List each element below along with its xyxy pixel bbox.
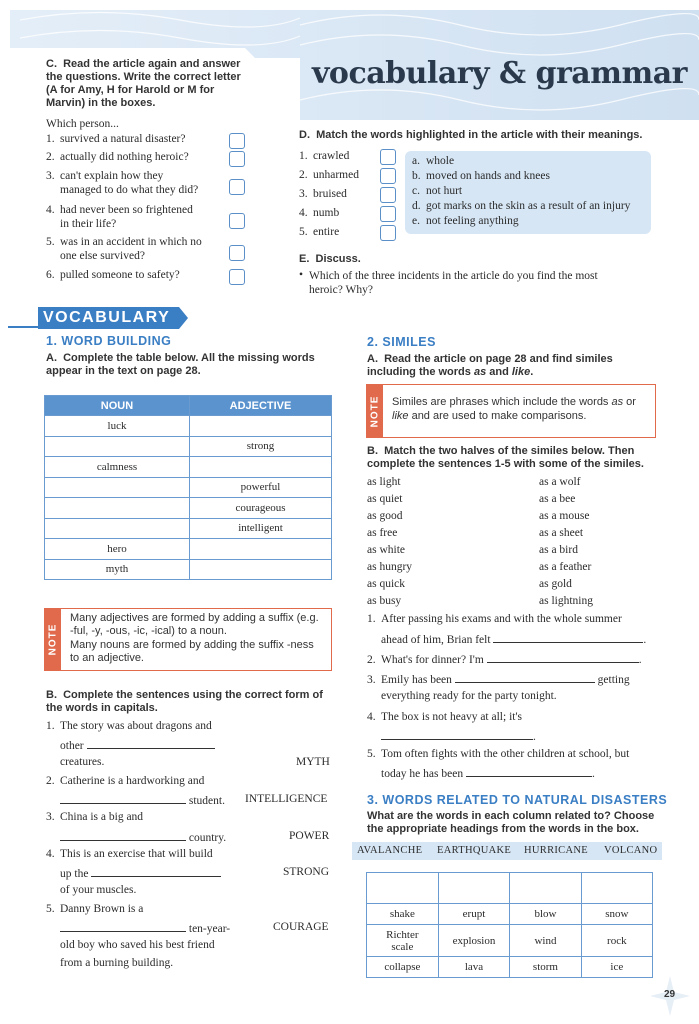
- part-c-instruction: C. Read the article again and answer the questions. Write the correct letter (A for Amy, H for Harold or M for Marvin) in the boxes.: [46, 58, 241, 109]
- item-number: 3.: [299, 188, 308, 200]
- adjective-cell[interactable]: [190, 416, 332, 437]
- capital-word-5: COURAGE: [273, 921, 329, 933]
- part-d-word: [299, 206, 339, 220]
- part-e-line2: heroic? Why?: [309, 284, 373, 296]
- item-number: 6.: [46, 269, 55, 281]
- simile-right: as a mouse: [539, 510, 590, 522]
- adjective-cell[interactable]: [190, 539, 332, 560]
- sentence-4: 4. This is an exercise that will build: [46, 848, 213, 860]
- item-number: 2.: [299, 169, 308, 181]
- part-d-instruction: D. Match the words highlighted in the article with their meanings.: [299, 129, 643, 141]
- word-building-b: B. Complete the sentences using the correct form of the words in capitals.: [46, 689, 323, 714]
- adjective-cell: powerful: [190, 477, 332, 498]
- similes-a: A. Read the article on page 28 and find similes including the words as and like.: [367, 353, 613, 378]
- item-number: 1.: [299, 150, 308, 162]
- table-row: [45, 539, 332, 560]
- word-cell: blow: [510, 904, 581, 925]
- item-text: can't explain how they: [60, 170, 164, 182]
- item-text: had never been so frightened: [60, 204, 193, 216]
- part-e-bullet: •: [299, 269, 304, 281]
- banner-title: vocabulary & grammar: [312, 56, 687, 91]
- vocabulary-rule: [8, 326, 42, 328]
- answer-box[interactable]: [229, 179, 245, 195]
- part-d-meaning: [412, 169, 550, 183]
- meaning-text: not feeling anything: [426, 215, 519, 227]
- vocabulary-label: VOCABULARY: [43, 309, 171, 326]
- answer-box[interactable]: [229, 133, 245, 149]
- table-row: [367, 925, 653, 957]
- word-text: bruised: [313, 188, 347, 200]
- heading-cell[interactable]: [510, 873, 581, 904]
- table-row: [45, 498, 332, 519]
- note-tag: NOTE: [367, 385, 383, 437]
- sentence-5d: from a burning building.: [60, 957, 174, 969]
- answer-box[interactable]: [229, 245, 245, 261]
- adjective-cell: strong: [190, 436, 332, 457]
- part-d-meaning: [412, 154, 454, 168]
- simile-right: as gold: [539, 578, 572, 590]
- word-cell: snow: [581, 904, 652, 925]
- table-row: [45, 416, 332, 437]
- sentence-4b: up the: [60, 865, 221, 881]
- sentence-1: 1. The story was about dragons and: [46, 720, 212, 732]
- noun-cell[interactable]: [45, 518, 190, 539]
- adjective-cell: intelligent: [190, 518, 332, 539]
- item-number: 4.: [46, 204, 55, 216]
- note-adjectives-text2: Many nouns are formed by adding the suffix -ness to an adjective.: [70, 639, 314, 664]
- simile-left: as quick: [367, 578, 406, 590]
- sentence-3b: country.: [60, 829, 226, 845]
- item-number: 4.: [299, 207, 308, 219]
- word-cell: erupt: [438, 904, 510, 925]
- table-header-adjective: ADJECTIVE: [190, 396, 332, 416]
- item-text: actually did nothing heroic?: [60, 151, 189, 163]
- answer-box[interactable]: [380, 168, 396, 184]
- simile-right: as a sheet: [539, 527, 584, 539]
- heading-cell[interactable]: [581, 873, 652, 904]
- item-text-cont: one else survived?: [60, 250, 145, 262]
- item-text: pulled someone to safety?: [60, 269, 180, 281]
- simile-left: as quiet: [367, 493, 403, 505]
- noun-cell[interactable]: [45, 498, 190, 519]
- part-c-item: [46, 203, 193, 217]
- sentence-5: 5. Danny Brown is a: [46, 903, 144, 915]
- note-similes-text: Similes are phrases which include the words as or like and are used to make comparisons.: [392, 396, 636, 422]
- item-number: 5.: [46, 236, 55, 248]
- meaning-letter: a.: [412, 155, 420, 167]
- heading-option: AVALANCHE: [357, 845, 423, 856]
- word-cell: collapse: [367, 957, 439, 978]
- sentence-1b: other: [60, 737, 215, 753]
- sentence-5b: ten-year-: [60, 920, 230, 936]
- simile-q5b: today he has been .: [381, 765, 595, 781]
- simile-left: as white: [367, 544, 406, 556]
- similes-b: B. Match the two halves of the similes below. Then complete the sentences 1-5 with some of the similes.: [367, 445, 644, 470]
- sentence-4c: of your muscles.: [60, 884, 137, 896]
- answer-box[interactable]: [380, 206, 396, 222]
- word-cell: storm: [510, 957, 581, 978]
- heading-option: VOLCANO: [604, 845, 658, 856]
- sentence-2: 2. Catherine is a hardworking and: [46, 775, 205, 787]
- disasters-table: [366, 872, 653, 978]
- part-c-item: [46, 235, 202, 249]
- simile-right: as a feather: [539, 561, 592, 573]
- item-number: 2.: [46, 151, 55, 163]
- simile-q5: 5. Tom often fights with the other children at school, but: [367, 748, 630, 760]
- note-adjectives-text1: Many adjectives are formed by adding a suffix (e.g. -ful, -y, -ous, -ic, -ical) to a noun.: [70, 612, 319, 637]
- part-c-item: [46, 150, 189, 164]
- word-cell: explosion: [438, 925, 510, 957]
- similes-heading: 2. SIMILES: [367, 335, 436, 349]
- item-number: 5.: [299, 226, 308, 238]
- word-cell: ice: [581, 957, 652, 978]
- page-number: 29: [664, 989, 676, 1000]
- word-text: unharmed: [313, 169, 359, 181]
- word-text: entire: [313, 226, 340, 238]
- meaning-text: whole: [426, 155, 455, 167]
- part-d-word: [299, 187, 347, 201]
- meaning-letter: b.: [412, 170, 421, 182]
- noun-cell: hero: [45, 539, 190, 560]
- noun-cell[interactable]: [45, 436, 190, 457]
- sentence-3: 3. China is a big and: [46, 811, 144, 823]
- heading-option: EARTHQUAKE: [437, 845, 512, 856]
- table-row: [367, 873, 653, 904]
- meaning-letter: c.: [412, 185, 420, 197]
- part-d-word: [299, 225, 339, 239]
- simile-left: as good: [367, 510, 403, 522]
- disasters-instruction: What are the words in each column related to? Choose the appropriate headings from the words in the box.: [367, 810, 655, 835]
- simile-q3: 3. Emily has been getting: [367, 671, 630, 687]
- answer-box[interactable]: [380, 187, 396, 203]
- table-row: [45, 436, 332, 457]
- meaning-letter: d.: [412, 200, 421, 212]
- note-tag: NOTE: [45, 609, 61, 670]
- item-text-cont: in their life?: [60, 218, 117, 230]
- simile-right: as a bee: [539, 493, 576, 505]
- simile-q1b: ahead of him, Brian felt .: [381, 631, 646, 647]
- word-text: crawled: [313, 150, 350, 162]
- adjective-cell[interactable]: [190, 559, 332, 580]
- noun-cell: luck: [45, 416, 190, 437]
- meaning-text: got marks on the skin as a result of an injury: [426, 200, 631, 212]
- part-d-word: [299, 149, 349, 163]
- table-row: [45, 559, 332, 580]
- item-number: 3.: [46, 170, 55, 182]
- meaning-text: not hurt: [426, 185, 463, 197]
- simile-q2: 2. What's for dinner? I'm .: [367, 651, 642, 667]
- meaning-letter: e.: [412, 215, 420, 227]
- heading-cell[interactable]: [438, 873, 510, 904]
- answer-box[interactable]: [229, 213, 245, 229]
- table-row: [367, 957, 653, 978]
- simile-right: as lightning: [539, 595, 593, 607]
- table-row: [45, 477, 332, 498]
- sentence-5c: old boy who saved his best friend: [60, 939, 215, 951]
- answer-box[interactable]: [380, 149, 396, 165]
- table-header-noun: NOUN: [45, 396, 190, 416]
- part-d-word: [299, 168, 359, 182]
- noun-cell: myth: [45, 559, 190, 580]
- simile-left: as hungry: [367, 561, 413, 573]
- word-text: numb: [313, 207, 340, 219]
- note-adjectives: [44, 608, 332, 671]
- answer-box[interactable]: [229, 269, 245, 285]
- simile-q4: 4. The box is not heavy at all; it's: [367, 711, 523, 723]
- part-c-item: [46, 169, 163, 183]
- word-cell: Richter scale: [367, 925, 439, 957]
- part-c-lead: Which person...: [46, 118, 119, 130]
- part-d-meaning: [412, 199, 630, 213]
- simile-q4b: .: [381, 728, 536, 744]
- note-similes: [366, 384, 656, 438]
- word-cell: lava: [438, 957, 510, 978]
- table-row: [367, 904, 653, 925]
- simile-left: as busy: [367, 595, 402, 607]
- word-building-a: A. Complete the table below. All the missing words appear in the text on page 28.: [46, 352, 315, 377]
- part-c-item: [46, 268, 180, 282]
- simile-q3c: everything ready for the party tonight.: [381, 690, 557, 702]
- sentence-1c: creatures.: [60, 756, 105, 768]
- item-text-cont: managed to do what they did?: [60, 184, 199, 196]
- heading-cell[interactable]: [367, 873, 439, 904]
- part-c-item: [46, 132, 186, 146]
- word-cell: shake: [367, 904, 439, 925]
- part-e-line1: Which of the three incidents in the article do you find the most: [309, 270, 598, 282]
- word-table: [44, 395, 332, 580]
- capital-word-3: POWER: [289, 830, 330, 842]
- item-text: survived a natural disaster?: [60, 133, 186, 145]
- simile-left: as light: [367, 476, 401, 488]
- disasters-heading: 3. WORDS RELATED TO NATURAL DISASTERS: [367, 793, 668, 807]
- sentence-2b: student.: [60, 792, 225, 808]
- item-text: was in an accident in which no: [60, 236, 202, 248]
- adjective-cell[interactable]: [190, 457, 332, 478]
- simile-right: as a bird: [539, 544, 578, 556]
- capital-word-1: MYTH: [296, 756, 330, 768]
- adjective-cell: courageous: [190, 498, 332, 519]
- table-row: [45, 457, 332, 478]
- part-d-meaning: [412, 214, 519, 228]
- simile-right: as a wolf: [539, 476, 581, 488]
- part-d-meaning: [412, 184, 462, 198]
- simile-q1: 1. After passing his exams and with the whole summer: [367, 613, 622, 625]
- simile-left: as free: [367, 527, 398, 539]
- capital-word-2: INTELLIGENCE: [245, 793, 328, 805]
- answer-box[interactable]: [229, 151, 245, 167]
- word-cell: wind: [510, 925, 581, 957]
- heading-option: HURRICANE: [524, 845, 588, 856]
- meaning-text: moved on hands and knees: [426, 170, 550, 182]
- item-number: 1.: [46, 133, 55, 145]
- table-row: [45, 518, 332, 539]
- part-e-heading: E. Discuss.: [299, 253, 361, 265]
- answer-box[interactable]: [380, 225, 396, 241]
- word-cell: rock: [581, 925, 652, 957]
- noun-cell[interactable]: [45, 477, 190, 498]
- word-building-heading: 1. WORD BUILDING: [46, 334, 172, 348]
- capital-word-4: STRONG: [283, 866, 330, 878]
- noun-cell: calmness: [45, 457, 190, 478]
